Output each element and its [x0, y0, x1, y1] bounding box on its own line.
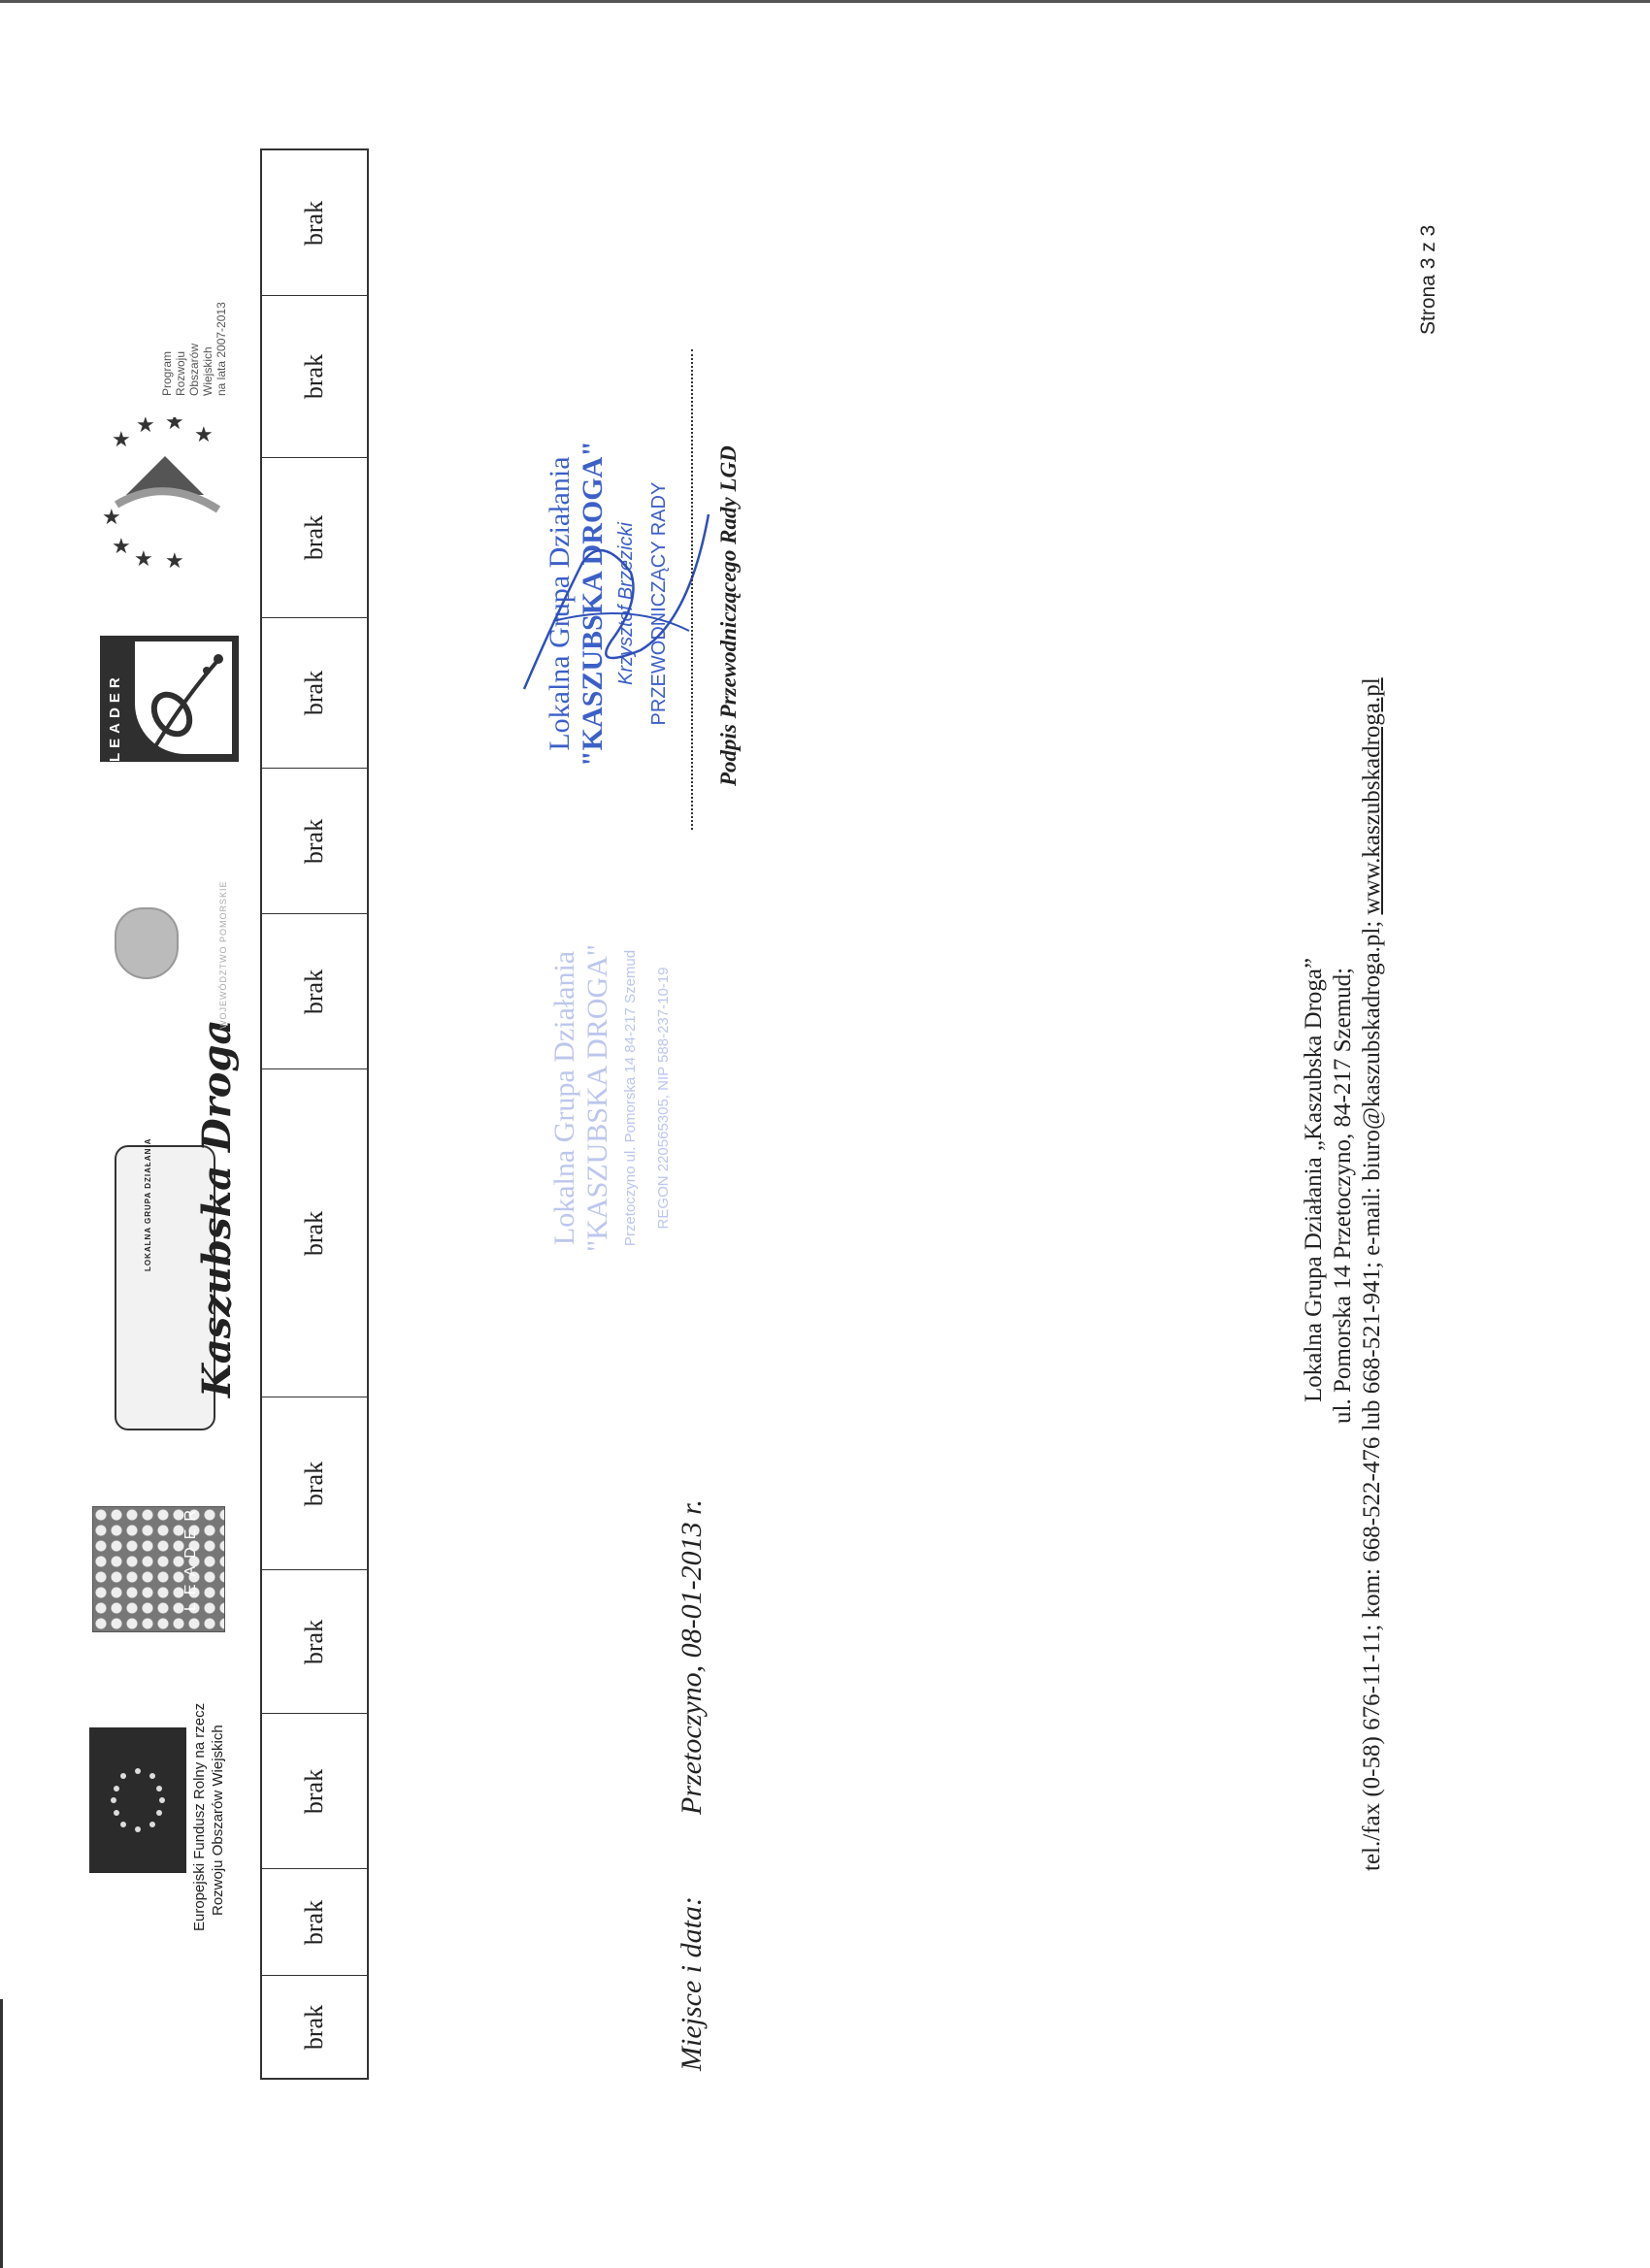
leader-dots-logo: [92, 1506, 225, 1632]
table-cell: [262, 1397, 367, 1570]
svg-text:★: ★: [136, 417, 155, 438]
handwritten-signature: [495, 505, 718, 699]
cell-text: brak: [300, 1619, 328, 1664]
table-cell: [262, 1869, 367, 1976]
table-cell: [262, 769, 367, 914]
prow-caption: [160, 302, 228, 396]
table-cell: [262, 1714, 367, 1869]
cell-text: brak: [300, 514, 328, 561]
cell-text: brak: [300, 670, 328, 716]
prow-line4: Wiejskich: [201, 346, 214, 396]
faint-stamp-line2: "KASZUBSKA DROGA": [581, 943, 613, 1252]
place-date-value: Przetoczyno, 08-01-2013 r.: [676, 1499, 708, 1815]
scan-top-edge: [0, 0, 1650, 3]
leaf-icon: [135, 641, 232, 754]
table-cell: [262, 150, 367, 296]
prow-line3: Obszarów: [187, 343, 201, 396]
pomorskie-label: WOJEWÓDZTWO POMORSKIE: [218, 880, 228, 1029]
brak-table: [260, 148, 369, 2080]
eu-flag-logo: [89, 1727, 186, 1873]
cell-text: brak: [300, 1899, 328, 1945]
table-cell: [262, 458, 367, 618]
eu-fund-line1: Europejski Fundusz Rolny na rzecz: [191, 1702, 208, 1931]
signature-stamp-line4: PRZEWODNICZĄCY RADY: [648, 481, 670, 726]
svg-text:★: ★: [112, 535, 131, 559]
cell-text: brak: [300, 2004, 328, 2050]
scan-left-edge: [0, 1999, 3, 2268]
faint-stamp-line4: REGON 220565305, NIP 588-237-10-19: [655, 967, 672, 1230]
faint-stamp-line1: Lokalna Grupa Działania: [548, 950, 580, 1246]
faint-stamp-line3: Przetoczyno ul. Pomorska 14 84-217 Szemud: [622, 949, 639, 1247]
signature-line: [691, 349, 697, 830]
svg-text:★: ★: [134, 547, 153, 572]
prow-line5: na lata 2007-2013: [214, 302, 228, 396]
footer-contact: [1359, 677, 1386, 1871]
footer-line2: ul. Pomorska 14 Przetoczyno, 84-217 Szemud;: [1330, 967, 1356, 1424]
svg-text:★: ★: [165, 549, 184, 573]
signature-label: Podpis Przewodniczącego Rady LGD: [716, 445, 741, 786]
signature-stamp-line1: Lokalna Grupa Działania: [544, 456, 576, 751]
footer-line3: tel./fax (0-58) 676-11-11; kom: 668-522-476 lub 668-521-941; e-mail: biuro@kaszubskadroga.pl;: [1359, 914, 1385, 1871]
website-link[interactable]: www.kaszubskadroga.pl: [1359, 677, 1385, 915]
pomorskie-griffin-emblem: [115, 907, 179, 979]
svg-text:★: ★: [102, 506, 121, 530]
table-cell: [262, 1976, 367, 2078]
eu-fund-line2: Rozwoju Obszarów Wiejskich: [210, 1725, 226, 1916]
table-cell: [262, 914, 367, 1069]
cell-text: brak: [300, 1461, 328, 1506]
table-cell: [262, 618, 367, 769]
cell-text: brak: [300, 353, 328, 400]
signature-stamp-line2: "KASZUBSKA DROGA": [577, 441, 609, 767]
prow-line1: Program: [160, 350, 174, 396]
cell-text: brak: [300, 1210, 328, 1256]
cell-text: brak: [300, 818, 328, 864]
page-number: Strona 3 z 3: [1417, 224, 1439, 335]
svg-text:★: ★: [165, 417, 184, 435]
eu-fund-caption: [190, 1703, 227, 1931]
footer-line1: Lokalna Grupa Działania „Kaszubska Droga”: [1301, 957, 1327, 1402]
svg-text:★: ★: [194, 423, 214, 447]
leader-dots-label: LEADER: [182, 1501, 199, 1611]
cell-text: brak: [300, 969, 328, 1014]
svg-text:★: ★: [112, 428, 131, 452]
cell-text: brak: [300, 1768, 328, 1814]
kaszubska-logo-top-text: LOKALNA GRUPA DZIAŁANIA: [144, 1137, 152, 1271]
faint-stamp: [548, 944, 680, 1252]
table-cell: [262, 1570, 367, 1714]
kaszubska-logo-main-text: Kaszubska Droga: [194, 1019, 240, 1397]
table-cell: [262, 1069, 367, 1397]
prow-stars-logo: [97, 417, 228, 573]
place-date-label: Miejsce i data:: [676, 1896, 708, 2071]
prow-line2: Rozwoju: [174, 350, 187, 396]
cell-text: brak: [300, 200, 328, 246]
table-cell: [262, 296, 367, 458]
signature-stamp-line3: Krzysztof Brzezicki: [615, 522, 637, 685]
leader-leaf-label: LEADER: [107, 673, 123, 762]
